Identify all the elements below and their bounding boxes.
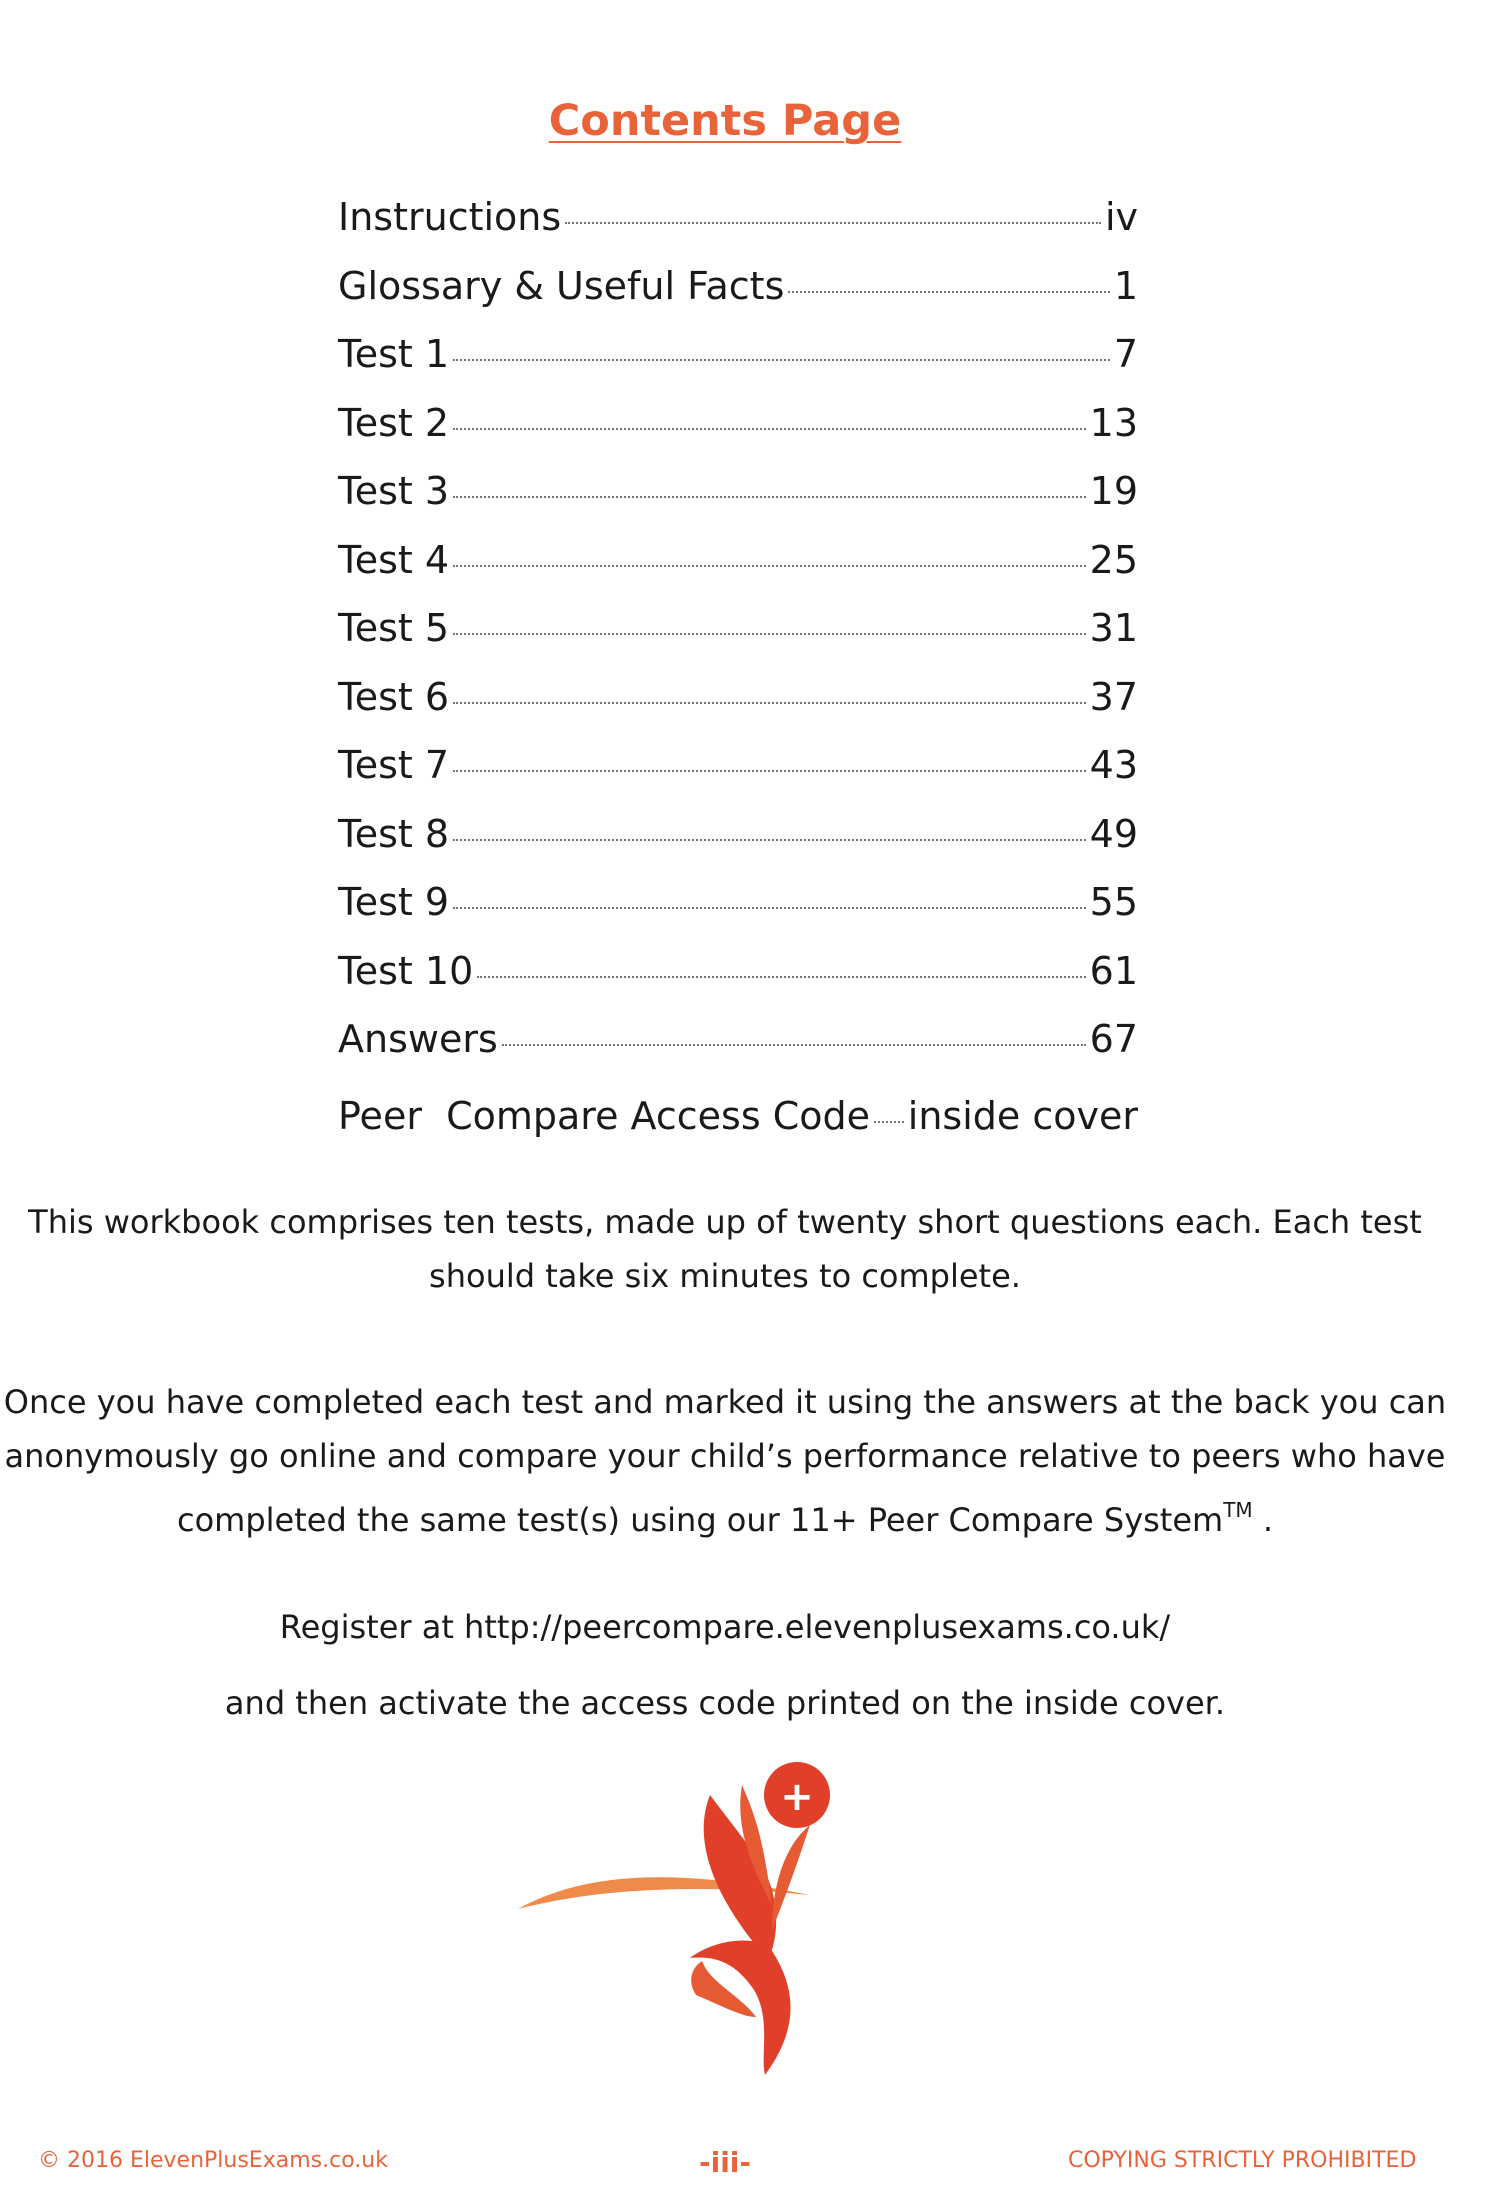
intro-line-1: This workbook comprises ten tests, made up of twenty short questions each. Each test — [28, 1203, 1422, 1241]
toc-leader — [453, 770, 1086, 772]
toc-entry-test-7 — [338, 731, 1138, 800]
footer-notice: COPYING STRICTLY PROHIBITED — [1068, 2148, 1417, 2173]
toc-leader — [477, 976, 1085, 978]
online-paragraph — [0, 1375, 1450, 1547]
toc-label: Test 1 — [338, 332, 450, 376]
toc-page-number: inside cover — [907, 1093, 1138, 1138]
toc-leader — [453, 428, 1086, 430]
toc-leader — [453, 359, 1110, 361]
toc-entry-test-10 — [338, 937, 1138, 1006]
toc-label: Test 8 — [338, 811, 450, 856]
toc-label: Test 7 — [338, 743, 450, 787]
table-of-contents — [338, 183, 1138, 1150]
toc-page-number: 31 — [1089, 606, 1138, 650]
toc-label: Test 4 — [338, 537, 450, 582]
toc-leader — [453, 633, 1086, 635]
toc-entry-test-5 — [338, 594, 1138, 663]
toc-label: Instructions — [338, 195, 562, 239]
toc-entry-test-3 — [338, 457, 1138, 526]
toc-label: Test 5 — [338, 606, 450, 650]
toc-label: Glossary & Useful Facts — [338, 263, 785, 308]
toc-leader — [453, 565, 1086, 567]
toc-label: Test 2 — [338, 400, 450, 445]
toc-page-number: 25 — [1089, 537, 1138, 582]
intro-line-2: should take six minutes to complete. — [429, 1257, 1021, 1295]
activate-line: and then activate the access code printed on the inside cover. — [224, 1684, 1226, 1722]
toc-page-number: 43 — [1089, 743, 1138, 787]
page-title: Contents Page — [548, 96, 902, 146]
toc-leader — [565, 222, 1101, 224]
toc-entry-test-4 — [338, 526, 1138, 595]
toc-page-number: iv — [1104, 195, 1138, 239]
toc-leader — [502, 1044, 1086, 1046]
online-line-3-suffix: . — [1252, 1501, 1274, 1539]
toc-entry-test-2 — [338, 389, 1138, 458]
toc-page-number: 37 — [1089, 674, 1138, 719]
toc-entry-test-8 — [338, 800, 1138, 869]
toc-label: Test 3 — [338, 469, 450, 513]
toc-entry-access-code — [338, 1082, 1138, 1151]
logo-figure-arm-3 — [772, 1825, 810, 1930]
online-line-2: anonymously go online and compare your child’s performance relative to peers who have — [4, 1437, 1446, 1475]
toc-page-number: 13 — [1089, 400, 1138, 445]
toc-page-number: 61 — [1089, 948, 1138, 993]
toc-page-number: 49 — [1089, 811, 1138, 856]
toc-page-number: 19 — [1089, 469, 1138, 513]
toc-page-number: 1 — [1113, 263, 1138, 308]
footer-copyright: © 2016 ElevenPlusExams.co.uk — [38, 2148, 388, 2173]
toc-label: Test 9 — [338, 880, 450, 924]
toc-label: Test 6 — [338, 674, 450, 719]
online-line-3 — [0, 1483, 1450, 1547]
toc-leader — [788, 291, 1109, 293]
online-line-1: Once you have completed each test and marked it using the answers at the back you can — [3, 1383, 1447, 1421]
toc-entry-glossary — [338, 252, 1138, 321]
toc-entry-answers — [338, 1005, 1138, 1074]
trademark-symbol: TM — [1223, 1498, 1253, 1522]
toc-leader — [874, 1121, 904, 1123]
toc-page-number: 7 — [1113, 332, 1138, 376]
toc-page-number: 67 — [1089, 1017, 1138, 1061]
logo-plus-sign: + — [780, 1774, 814, 1820]
toc-page-number: 55 — [1089, 880, 1138, 924]
toc-entry-instructions — [338, 183, 1138, 252]
toc-label: Peer Compare Access Code — [338, 1093, 870, 1138]
footer-page-number: -iii- — [698, 2146, 752, 2179]
toc-entry-test-9 — [338, 868, 1138, 937]
elevenplus-logo-icon — [510, 1755, 880, 2085]
toc-leader — [453, 496, 1086, 498]
toc-label: Test 10 — [338, 948, 474, 993]
online-line-3-text: completed the same test(s) using our 11+ Peer Compare System — [176, 1501, 1224, 1539]
toc-leader — [453, 839, 1086, 841]
toc-entry-test-1 — [338, 320, 1138, 389]
register-line: Register at http://peercompare.elevenplusexams.co.uk/ — [279, 1608, 1171, 1646]
toc-leader — [453, 907, 1086, 909]
toc-label: Answers — [338, 1017, 498, 1061]
intro-paragraph — [0, 1195, 1450, 1303]
toc-entry-test-6 — [338, 663, 1138, 732]
toc-leader — [453, 702, 1086, 704]
